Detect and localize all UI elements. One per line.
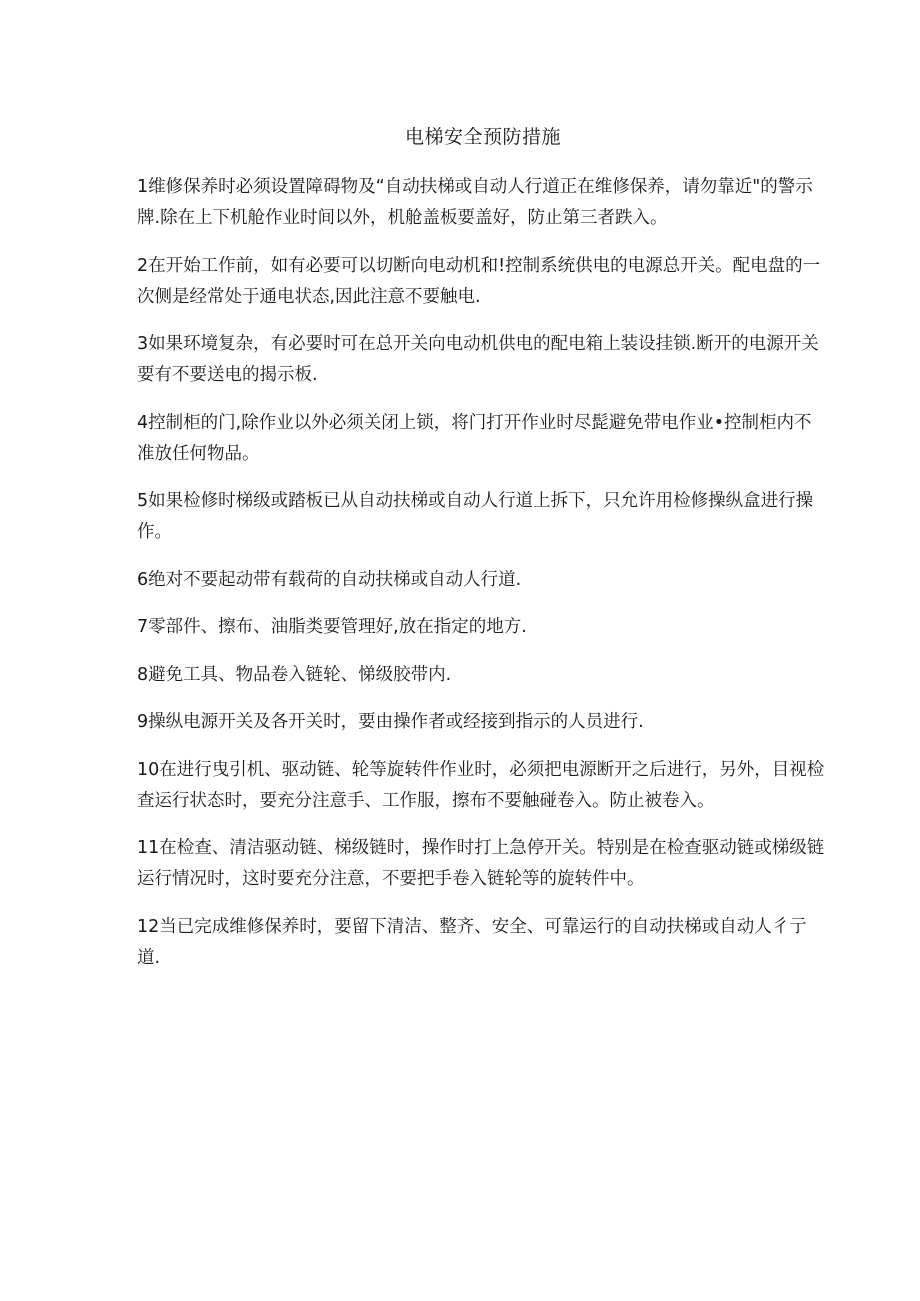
list-item: 11在检查、清洁驱动链、梯级链时，操作时打上急停开关。特别是在检查驱动链或梯级链运行情况时，这时要充分注意，不要把手卷入链轮等的旋转件中。 — [137, 838, 825, 889]
list-item: 5如果检修时梯级或踏板已从自动扶梯或自动人行道上拆下，只允许用检修操纵盒进行操作。 — [137, 491, 814, 542]
list-item: 4控制柜的门,除作业以外必须关闭上锁，将门打开作业时尽髭避免带电作业•控制柜内不准放任何物品。 — [137, 412, 812, 464]
document-title: 电梯安全预防措施 — [404, 126, 561, 148]
list-item: 3如果环境复杂，有必要时可在总开关向电动机供电的配电箱上装设挂锁.断开的电源开关要有不要送电的揭示板. — [137, 334, 819, 385]
list-item: 12当已完成维修保养时，要留下清洁、整齐、安全、可靠运行的自动扶梯或自动人彳亍道. — [137, 916, 807, 968]
list-item: 9操纵电源开关及各开关时，要由操作者或经接到指示的人员进行. — [137, 712, 644, 732]
list-item: 8避免工具、物品卷入链轮、悌级胶带内. — [137, 664, 452, 685]
list-item: 2在开始工作前，如有必要可以切断向电动机和!控制系统供电的电源总开关。配电盘的一次侧是经常处于通电状态,因此注意不要触电. — [137, 255, 821, 307]
list-item: 6绝对不要起动带有载荷的自动扶梯或自动人行道. — [137, 569, 522, 590]
list-item: 1维修保养时必须设置障碍物及“自动扶梯或自动人行道正在维修保养，请勿靠近"的警示牌.除在上下机舱作业时间以外，机舱盖板要盖好，防止第三者跌入。 — [137, 177, 813, 228]
list-item: 7零部件、擦布、油脂类要管理好,放在指定的地方. — [137, 617, 527, 637]
measures-list — [137, 172, 825, 990]
list-item: 10在进行曳引机、驱动链、轮等旋转件作业时，必须把电源断开之后进行，另外，目视检查运行状态时，要充分注意手、工作服，擦布不要触碰卷入。防止被卷入。 — [137, 759, 825, 811]
